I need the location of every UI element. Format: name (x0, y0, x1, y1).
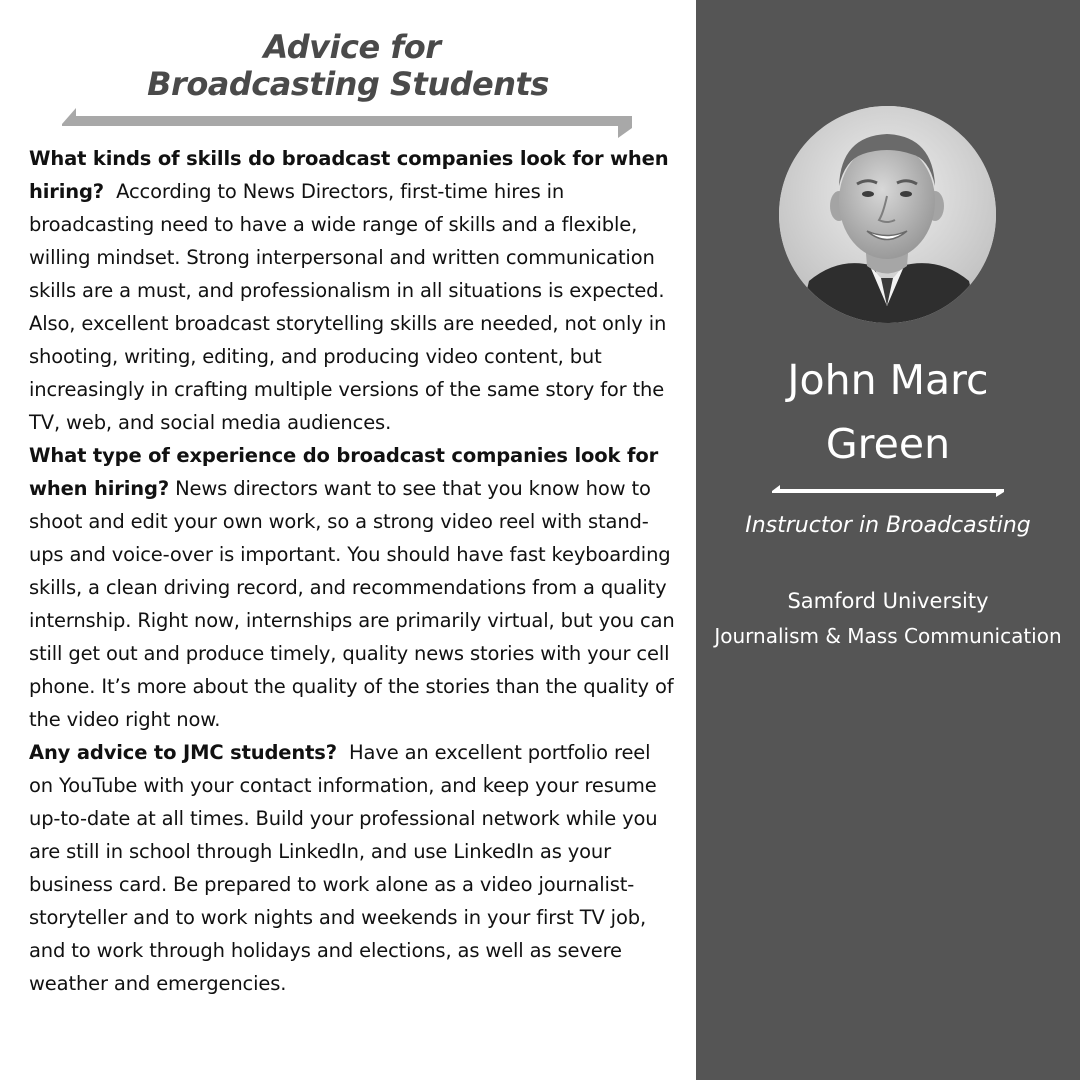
heading-line-1: Advice for (263, 28, 441, 66)
qa-item (29, 439, 679, 736)
question-text: What type of experience do broadcast companies look for when hiring? (29, 444, 659, 500)
answer-text: Have an excellent portfolio reel on YouTube with your contact information, and keep your resume up-to-date at all times. Build your professional network while you are still in school through LinkedIn, and use LinkedIn as your business card. Be prepared to work alone as a video journalist-storyteller and to work nights and weekends in your first TV job, and to work through holidays and elections, as well as severe weather and emergencies. (29, 741, 658, 995)
profile-name-line-1: John Marc (787, 356, 989, 404)
profile-university: Samford University (787, 589, 989, 613)
profile-name-line-2: Green (825, 420, 951, 468)
question-text: Any advice to JMC students? (29, 741, 337, 764)
name-divider (770, 484, 1006, 498)
portrait-illustration (779, 106, 996, 323)
qa-item (29, 736, 679, 1000)
heading-line-2: Broadcasting Students (147, 65, 549, 103)
profile-role: Instructor in Broadcasting (745, 513, 1031, 538)
qa-item (29, 142, 679, 439)
profile-department: Journalism & Mass Communication (714, 624, 1062, 648)
profile-photo (779, 106, 996, 323)
answer-text: News directors want to see that you know how to shoot and edit your own work, so a strong video reel with stand-ups and voice-over is important. You should have fast keyboarding skills, a clean driving record, and recommendations from a quality internship. Right now, internships are primarily virtual, but you can still get out and produce timely, quality news stories with your cell phone. It’s more about the quality of the stories than the quality of the video right now. (29, 477, 675, 731)
heading-banner-underline (62, 104, 634, 140)
answer-text: According to News Directors, first-time hires in broadcasting need to have a wide range of skills and a flexible, willing mindset. Strong interpersonal and written communication skills are a must, and professionalism in all situations is expected. Also, excellent broadcast storytelling skills are needed, not only in shooting, writing, editing, and producing video content, but increasingly in crafting multiple versions of the same story for the TV, web, and social media audiences. (29, 180, 667, 434)
qa-body (29, 142, 679, 1000)
question-text: What kinds of skills do broadcast companies look for when hiring? (29, 147, 669, 203)
